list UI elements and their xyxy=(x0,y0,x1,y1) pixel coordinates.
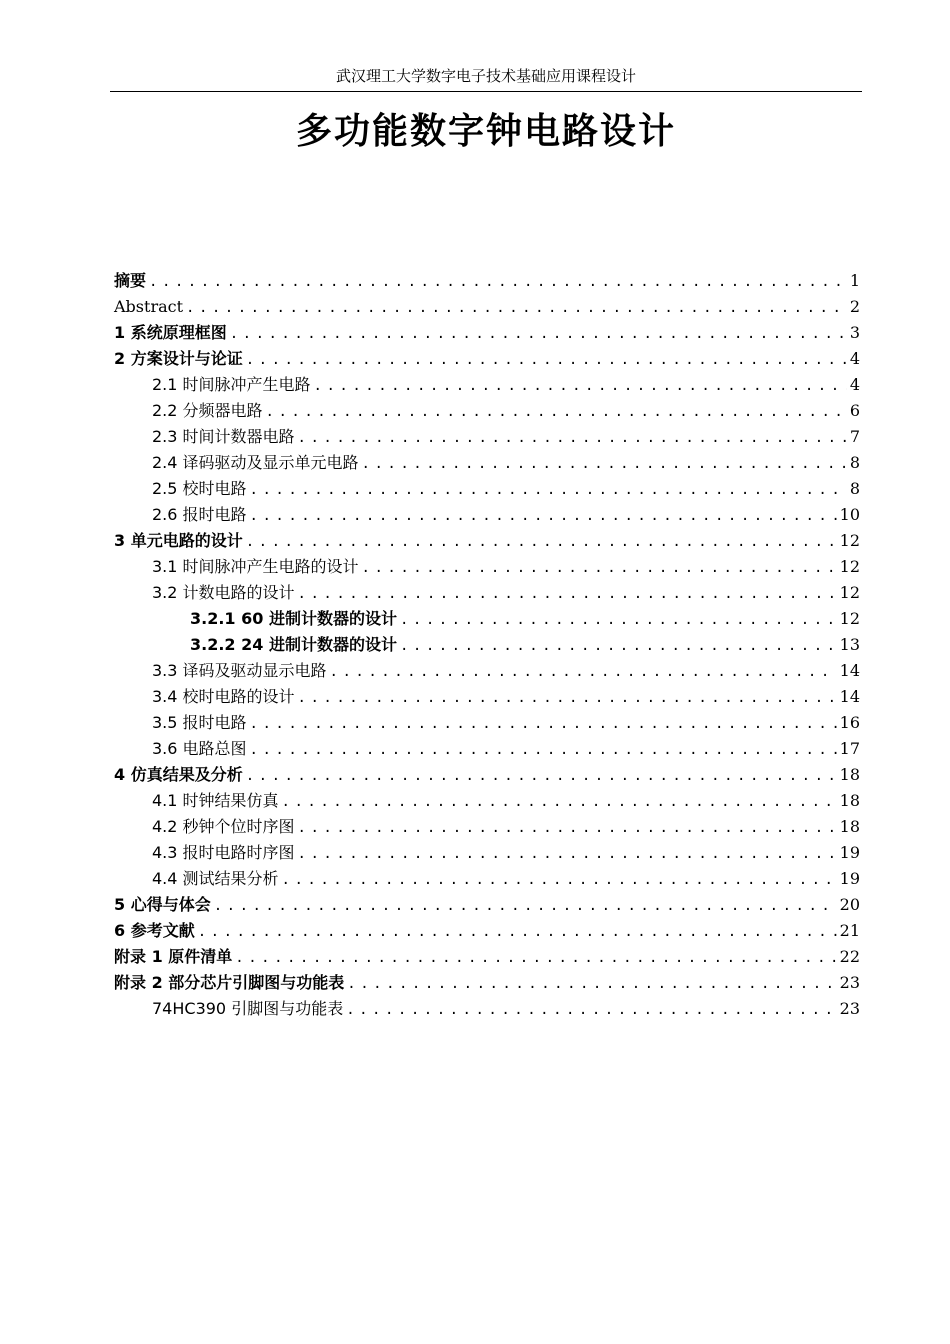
toc-entry-page-number: 21 xyxy=(839,921,860,940)
toc-entry-label: 4.4 测试结果分析 xyxy=(152,869,279,888)
toc-entry-page-number: 12 xyxy=(839,609,860,628)
toc-entry-page-number: 18 xyxy=(839,791,860,810)
toc-dot-leader xyxy=(400,607,837,633)
toc-entry[interactable] xyxy=(114,996,860,1022)
toc-entry-label: 3.2.1 60 进制计数器的设计 xyxy=(190,609,397,628)
toc-entry-label: 2.1 时间脉冲产生电路 xyxy=(152,375,311,394)
toc-entry-label: 5 心得与体会 xyxy=(114,895,211,914)
toc-entry-label: 附录 1 原件清单 xyxy=(114,947,233,966)
toc-entry-label: 4.2 秒钟个位时序图 xyxy=(152,817,295,836)
toc-entry-page-number: 14 xyxy=(839,687,860,706)
toc-dot-leader xyxy=(250,503,837,529)
toc-entry-page-number: 18 xyxy=(839,765,860,784)
toc-entry-label: 3.2 计数电路的设计 xyxy=(152,583,295,602)
toc-entry-page-number: 12 xyxy=(839,531,860,550)
toc-entry-label: 3.4 校时电路的设计 xyxy=(152,687,295,706)
toc-entry-page-number: 17 xyxy=(839,739,860,758)
toc-entry-label: 2.4 译码驱动及显示单元电路 xyxy=(152,453,359,472)
toc-entry-label: 4 仿真结果及分析 xyxy=(114,765,243,784)
toc-entry[interactable] xyxy=(114,762,860,788)
toc-entry[interactable] xyxy=(114,840,860,866)
table-of-contents xyxy=(114,268,860,1022)
toc-entry-page-number: 3 xyxy=(849,323,860,342)
toc-entry-page-number: 1 xyxy=(849,271,860,290)
toc-dot-leader xyxy=(298,841,837,867)
toc-entry[interactable] xyxy=(114,554,860,580)
toc-entry-label: 3.3 译码及驱动显示电路 xyxy=(152,661,327,680)
toc-dot-leader xyxy=(186,295,847,321)
toc-entry-page-number: 23 xyxy=(839,973,860,992)
toc-entry-page-number: 4 xyxy=(849,349,860,368)
toc-dot-leader xyxy=(198,919,837,945)
toc-entry[interactable] xyxy=(114,736,860,762)
toc-dot-leader xyxy=(250,737,837,763)
toc-entry-label: 3 单元电路的设计 xyxy=(114,531,243,550)
toc-entry-page-number: 23 xyxy=(839,999,860,1018)
toc-entry[interactable] xyxy=(114,944,860,970)
toc-entry[interactable] xyxy=(114,580,860,606)
toc-dot-leader xyxy=(362,451,847,477)
toc-dot-leader xyxy=(250,477,847,503)
toc-entry[interactable] xyxy=(114,450,860,476)
toc-entry-label: 6 参考文献 xyxy=(114,921,195,940)
toc-entry-page-number: 2 xyxy=(849,297,860,316)
toc-dot-leader xyxy=(282,789,837,815)
toc-entry[interactable] xyxy=(114,606,860,632)
toc-entry-label: 2.2 分频器电路 xyxy=(152,401,263,420)
toc-dot-leader xyxy=(266,399,847,425)
toc-entry[interactable] xyxy=(114,346,860,372)
toc-entry-label: 3.6 电路总图 xyxy=(152,739,247,758)
toc-entry-page-number: 14 xyxy=(839,661,860,680)
header-divider xyxy=(110,91,862,92)
toc-entry-page-number: 12 xyxy=(839,557,860,576)
toc-dot-leader xyxy=(330,659,837,685)
toc-entry-page-number: 22 xyxy=(839,947,860,966)
toc-dot-leader xyxy=(282,867,837,893)
toc-dot-leader xyxy=(246,529,837,555)
toc-entry-page-number: 13 xyxy=(839,635,860,654)
toc-entry-page-number: 6 xyxy=(849,401,860,420)
toc-entry[interactable] xyxy=(114,372,860,398)
toc-dot-leader xyxy=(298,815,837,841)
toc-entry-label: 74HC390 引脚图与功能表 xyxy=(152,999,344,1018)
toc-entry[interactable] xyxy=(114,970,860,996)
document-title: 多功能数字钟电路设计 xyxy=(295,111,676,152)
toc-dot-leader xyxy=(298,425,847,451)
toc-entry[interactable] xyxy=(114,892,860,918)
toc-entry[interactable] xyxy=(114,788,860,814)
toc-entry[interactable] xyxy=(114,294,860,320)
toc-entry-label: 2.6 报时电路 xyxy=(152,505,247,524)
toc-entry-label: 2 方案设计与论证 xyxy=(114,349,243,368)
toc-entry[interactable] xyxy=(114,476,860,502)
toc-entry[interactable] xyxy=(114,684,860,710)
toc-entry-label: 3.2.2 24 进制计数器的设计 xyxy=(190,635,397,654)
toc-entry[interactable] xyxy=(114,658,860,684)
toc-entry-page-number: 4 xyxy=(849,375,860,394)
toc-entry-label: 2.3 时间计数器电路 xyxy=(152,427,295,446)
toc-dot-leader xyxy=(250,711,837,737)
toc-entry[interactable] xyxy=(114,424,860,450)
toc-entry-label: 2.5 校时电路 xyxy=(152,479,247,498)
toc-entry-label: 附录 2 部分芯片引脚图与功能表 xyxy=(114,973,345,992)
toc-entry-label: 4.1 时钟结果仿真 xyxy=(152,791,279,810)
toc-dot-leader xyxy=(298,685,837,711)
toc-entry[interactable] xyxy=(114,320,860,346)
toc-entry-page-number: 8 xyxy=(849,479,860,498)
toc-dot-leader xyxy=(346,997,836,1023)
running-header: 武汉理工大学数字电子技术基础应用课程设计 xyxy=(335,67,636,85)
toc-dot-leader xyxy=(314,373,847,399)
toc-entry[interactable] xyxy=(114,866,860,892)
toc-entry[interactable] xyxy=(114,632,860,658)
toc-entry-label: 3.1 时间脉冲产生电路的设计 xyxy=(152,557,359,576)
toc-entry[interactable] xyxy=(114,502,860,528)
toc-dot-leader xyxy=(246,763,837,789)
toc-entry-page-number: 19 xyxy=(839,843,860,862)
toc-entry[interactable] xyxy=(114,398,860,424)
toc-entry-label: 4.3 报时电路时序图 xyxy=(152,843,295,862)
toc-dot-leader xyxy=(230,321,847,347)
toc-dot-leader xyxy=(298,581,837,607)
toc-entry[interactable] xyxy=(114,268,860,294)
toc-dot-leader xyxy=(235,945,836,971)
toc-dot-leader xyxy=(149,269,847,295)
toc-entry-label: 3.5 报时电路 xyxy=(152,713,247,732)
toc-entry[interactable] xyxy=(114,918,860,944)
toc-entry-page-number: 16 xyxy=(839,713,860,732)
toc-entry[interactable] xyxy=(114,528,860,554)
toc-entry-page-number: 10 xyxy=(839,505,860,524)
toc-dot-leader xyxy=(400,633,837,659)
toc-entry-page-number: 19 xyxy=(839,869,860,888)
toc-entry-page-number: 7 xyxy=(849,427,860,446)
toc-entry[interactable] xyxy=(114,710,860,736)
toc-dot-leader xyxy=(347,971,836,997)
toc-dot-leader xyxy=(246,347,847,373)
toc-dot-leader xyxy=(362,555,837,581)
toc-entry-label: 1 系统原理框图 xyxy=(114,323,227,342)
toc-dot-leader xyxy=(214,893,837,919)
toc-entry-label: 摘要 xyxy=(114,271,147,290)
toc-entry-page-number: 12 xyxy=(839,583,860,602)
toc-entry-page-number: 20 xyxy=(839,895,860,914)
toc-entry[interactable] xyxy=(114,814,860,840)
toc-entry-page-number: 18 xyxy=(839,817,860,836)
toc-entry-label: Abstract xyxy=(114,297,184,316)
toc-entry-page-number: 8 xyxy=(849,453,860,472)
